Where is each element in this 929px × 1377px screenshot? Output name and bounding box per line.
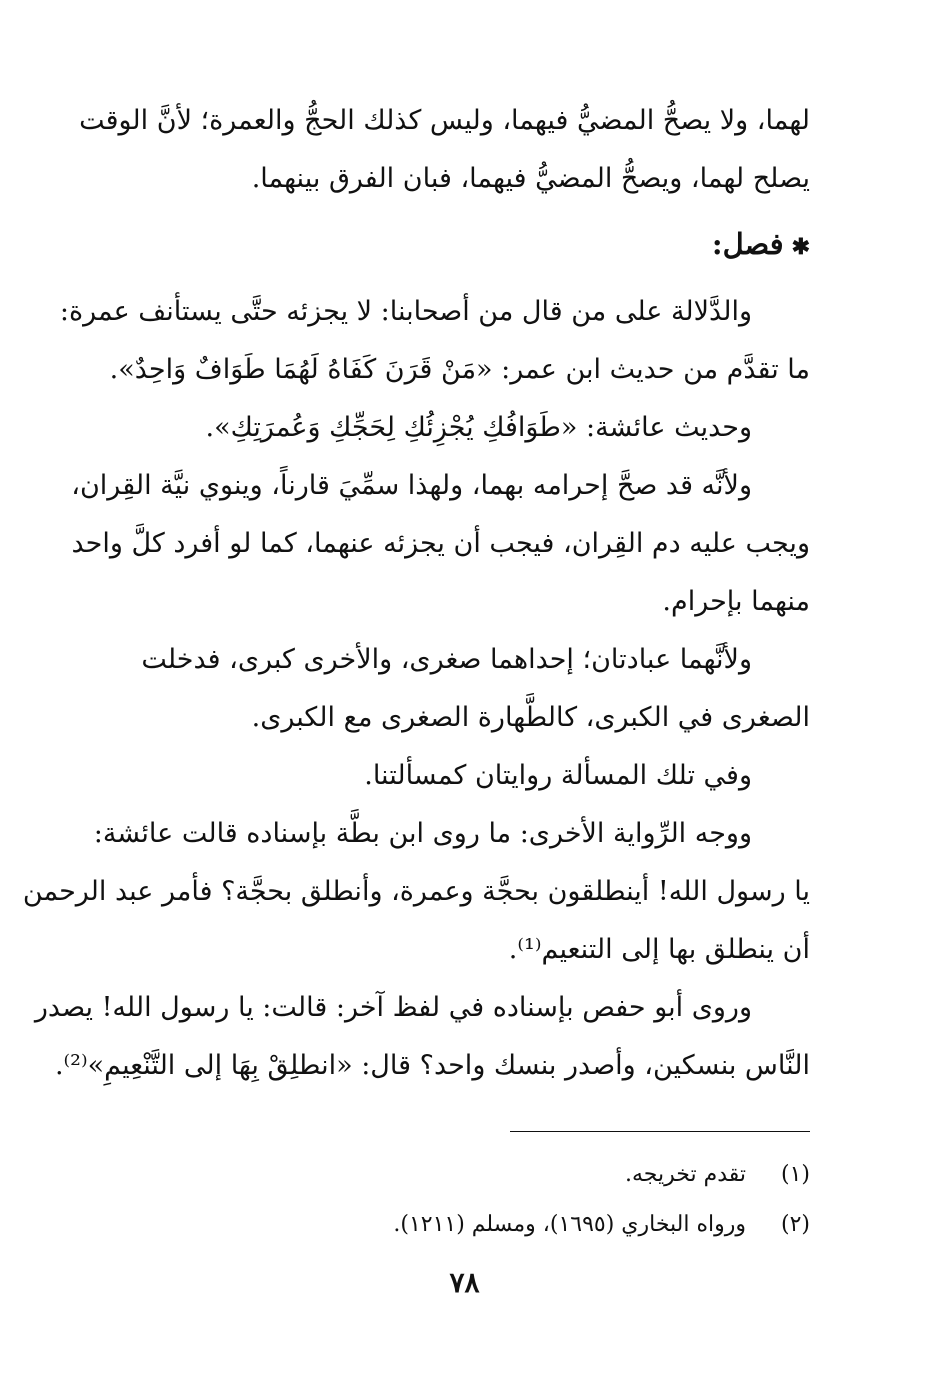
footnote <box>250 1200 810 1250</box>
section-heading <box>712 224 810 267</box>
section-heading-label: فصل: <box>711 227 784 261</box>
page-number: ٧٨ <box>449 1266 480 1299</box>
footnote-number: (١) <box>780 1162 810 1187</box>
text-line: ويجب عليه دم القِران، فيجب أن يجزئه عنهما، كما لو أفرد كلَّ واحد <box>71 528 810 559</box>
text-line: أن ينطلق بها إلى التنعيم⁽¹⁾. <box>508 934 810 965</box>
asterisk-icon: ✱ <box>791 234 810 260</box>
text-line: ولأنَّهما عبادتان؛ إحداهما صغرى، والأخرى كبرى، فدخلت <box>141 644 752 675</box>
footnote-text: تقدم تخريجه. <box>625 1162 746 1187</box>
text-line: لهما، ولا يصحُّ المضيُّ فيهما، وليس كذلك الحجُّ والعمرة؛ لأنَّ الوقت <box>79 105 810 136</box>
text-line: والدَّلالة على من قال من أصحابنا: لا يجزئه حتَّى يستأنف عمرة: <box>59 296 752 327</box>
text-line: وفي تلك المسألة روايتان كمسألتنا. <box>364 760 752 791</box>
text-line: ولأنَّه قد صحَّ إحرامه بهما، ولهذا سمِّيَ قارناً، وينوي نيَّة القِران، <box>71 470 752 501</box>
footnote-text: ورواه البخاري (١٦٩٥)، ومسلم (١٢١١). <box>393 1212 746 1237</box>
footnote <box>250 1150 810 1200</box>
text-line: وروى أبو حفص بإسناده في لفظ آخر: قالت: يا رسول الله! يصدر <box>34 992 752 1023</box>
text-line: يصلح لهما، ويصحُّ المضيُّ فيهما، فبان الفرق بينهما. <box>251 163 810 194</box>
text-line: وحديث عائشة: «طَوَافُكِ يُجْزِئُكِ لِحَجِّكِ وَعُمرَتِكِ». <box>205 412 752 443</box>
footnotes <box>250 1150 810 1250</box>
text-line: الصغرى في الكبرى، كالطَّهارة الصغرى مع الكبرى. <box>251 702 810 733</box>
text-line: ما تقدَّم من حديث ابن عمر: «مَنْ قَرَنَ كَفَاهُ لَهُمَا طَوَافٌ وَاحِدٌ». <box>109 354 810 385</box>
footnote-divider <box>510 1131 810 1132</box>
opening-paragraph <box>79 92 810 208</box>
footnote-number: (٢) <box>780 1212 810 1237</box>
text-line: منهما بإحرام. <box>662 586 810 617</box>
text-line: ووجه الرِّواية الأخرى: ما روى ابن بطَّة بإسناده قالت عائشة: <box>93 818 752 849</box>
text-line: النَّاس بنسكين، وأصدر بنسك واحد؟ قال: «انطلِقْ بِهَا إلى التَّنْعِيمِ»⁽²⁾. <box>54 1050 810 1081</box>
text-line: يا رسول الله! أينطلقون بحجَّة وعمرة، وأنطلق بحجَّة؟ فأمر عبد الرحمن <box>22 876 810 907</box>
main-text <box>22 283 810 1095</box>
